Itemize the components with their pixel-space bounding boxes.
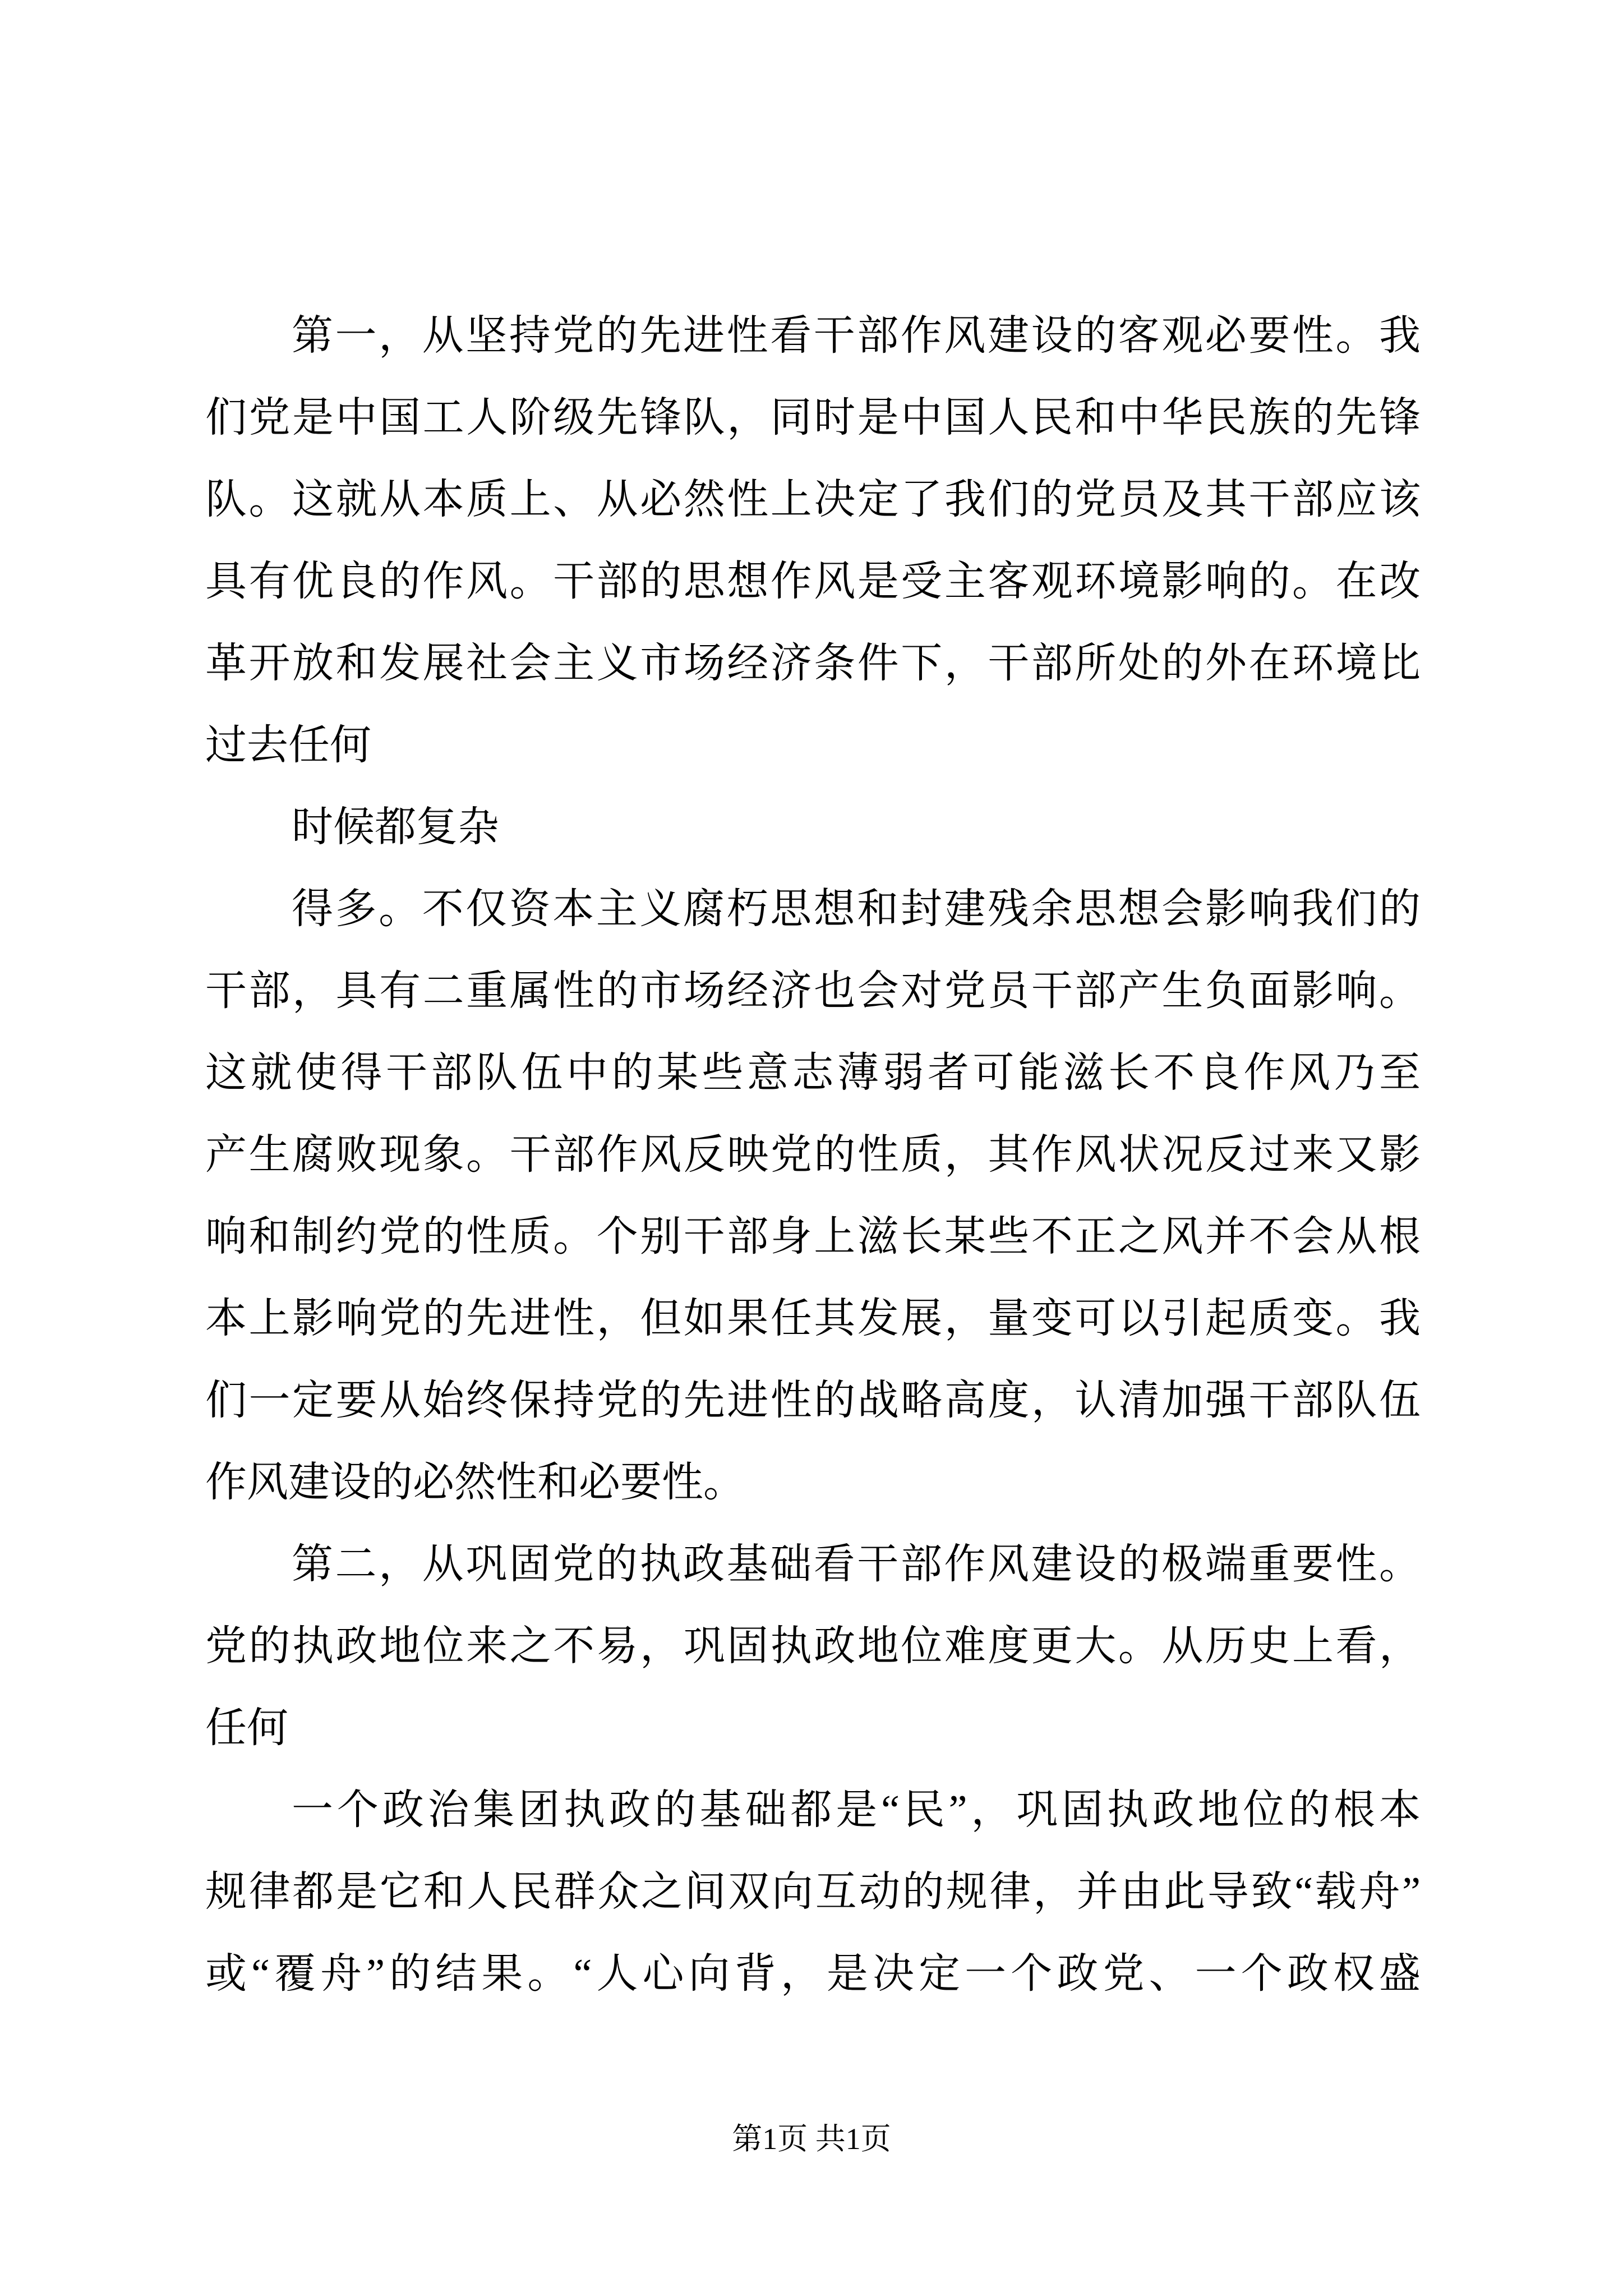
text-line: 具有优良的作风。干部的思想作风是受主客观环境影响的。在改 [205,559,1421,605]
text-line: 们一定要从始终保持党的先进性的战略高度，认清加强干部队伍 [205,1378,1421,1424]
text-line: 革开放和发展社会主义市场经济条件下，干部所处的外在环境比 [205,641,1421,687]
text-line: 得多。不仅资本主义腐朽思想和封建残余思想会影响我们的 [292,886,1421,932]
text-line: 时候都复杂 [292,804,499,850]
text-line: 第二，从巩固党的执政基础看干部作风建设的极端重要性。 [292,1542,1421,1588]
page-number-label: 第1页 共1页 [732,2122,891,2156]
text-line: 第一，从坚持党的先进性看干部作风建设的客观必要性。我 [292,313,1421,359]
text-line: 响和制约党的性质。个别干部身上滋长某些不正之风并不会从根 [205,1214,1421,1260]
text-line: 任何 [205,1705,288,1751]
text-line: 这就使得干部队伍中的某些意志薄弱者可能滋长不良作风乃至 [205,1050,1421,1096]
text-line: 规律都是它和人民群众之间双向互动的规律，并由此导致“载舟” [205,1869,1421,1915]
text-line: 干部，具有二重属性的市场经济也会对党员干部产生负面影响。 [205,968,1421,1014]
text-line: 过去任何 [205,723,371,769]
page-footer [0,2122,1623,2156]
text-line: 党的执政地位来之不易，巩固执政地位难度更大。从历史上看， [205,1623,1421,1669]
document-body [205,295,1421,2015]
paragraph [205,1769,1421,2015]
text-line: 本上影响党的先进性，但如果任其发展，量变可以引起质变。我 [205,1296,1421,1342]
text-line: 一个政治集团执政的基础都是“民”，巩固执政地位的根本 [292,1787,1421,1833]
text-line: 作风建设的必然性和必要性。 [205,1460,745,1506]
paragraph [205,1524,1421,1769]
paragraph [205,295,1421,786]
paragraph [205,868,1421,1524]
text-line: 产生腐败现象。干部作风反映党的性质，其作风状况反过来又影 [205,1132,1421,1178]
text-line: 队。这就从本质上、从必然性上决定了我们的党员及其干部应该 [205,477,1421,523]
text-line: 或“覆舟”的结果。“人心向背，是决定一个政党、一个政权盛 [205,1951,1421,1997]
text-line: 们党是中国工人阶级先锋队，同时是中国人民和中华民族的先锋 [205,395,1421,441]
paragraph [205,786,1421,868]
